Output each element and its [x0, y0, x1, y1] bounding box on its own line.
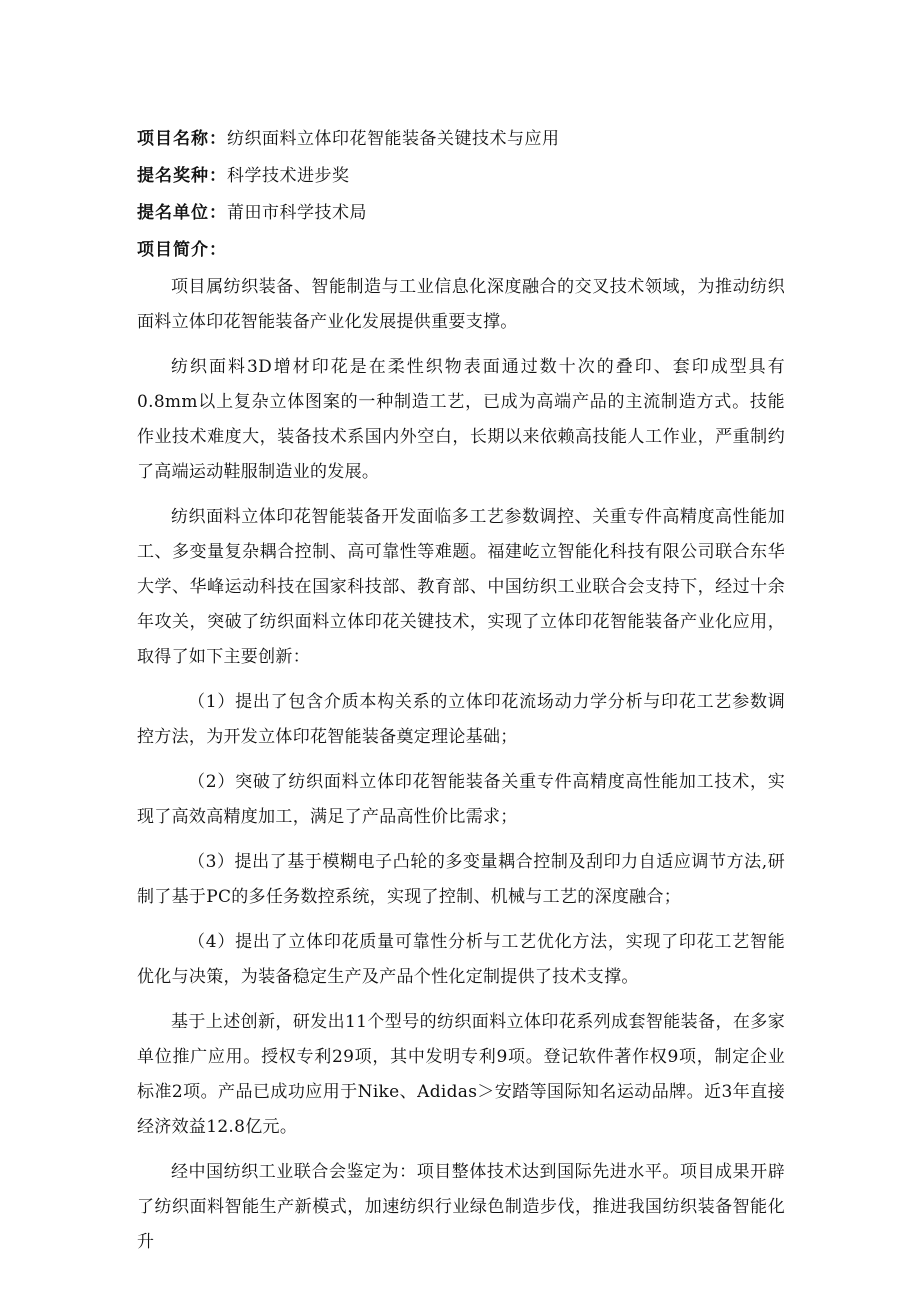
intro-paragraph-2: 纺织面料3D增材印花是在柔性织物表面通过数十次的叠印、套印成型具有0.8mm以上复杂立体图案的一种制造工艺，已成为高端产品的主流制造方式。技能作业技术难度大，装备技术系国内外空白，长期以来依赖高技能人工作业，严重制约了高端运动鞋服制造业的发展。 [137, 357, 785, 482]
nominating-unit-line [137, 196, 785, 231]
innovation-item-3: （3）提出了基于模糊电子凸轮的多变量耦合控制及刮印力自适应调节方法,研制了基于PC的多任务数控系统，实现了控制、机械与工艺的深度融合； [137, 852, 785, 907]
award-value: 科学技术进步奖 [227, 166, 350, 186]
innovation-item-1: （1）提出了包含介质本构关系的立体印花流场动力学分析与印花工艺参数调控方法，为开发立体印花智能装备奠定理论基础； [137, 692, 785, 747]
project-name-line [137, 122, 785, 157]
innovation-item-4: （4）提出了立体印花质量可靠性分析与工艺优化方法，实现了印花工艺智能优化与决策，为装备稳定生产及产品个性化定制提供了技术支撑。 [137, 932, 785, 987]
document-content [137, 122, 785, 1270]
award-label: 提名奖种： [137, 166, 227, 186]
innovation-item-2: （2）突破了纺织面料立体印花智能装备关重专件高精度高性能加工技术，实现了高效高精度加工，满足了产品高性价比需求； [137, 772, 785, 827]
project-name-value: 纺织面料立体印花智能装备关键技术与应用 [227, 129, 560, 149]
award-line [137, 159, 785, 194]
nominating-unit-value: 莆田市科学技术局 [227, 203, 367, 223]
intro-paragraph-1: 项目属纺织装备、智能制造与工业信息化深度融合的交叉技术领域，为推动纺织面料立体印花智能装备产业化发展提供重要支撑。 [137, 277, 785, 332]
project-intro-label: 项目简介： [137, 240, 227, 260]
nominating-unit-label: 提名单位： [137, 203, 227, 223]
project-name-label: 项目名称： [137, 129, 227, 149]
results-paragraph: 基于上述创新，研发出11个型号的纺织面料立体印花系列成套智能装备，在多家单位推广应用。授权专利29项，其中发明专利9项。登记软件著作权9项，制定企业标准2项。产品已成功应用于Nike、Adidas＞安踏等国际知名运动品牌。近3年直接经济效益12.8亿元。 [137, 1012, 785, 1137]
evaluation-paragraph: 经中国纺织工业联合会鉴定为：项目整体技术达到国际先进水平。项目成果开辟了纺织面料智能生产新模式，加速纺织行业绿色制造步伐，推进我国纺织装备智能化升 [137, 1162, 785, 1252]
intro-paragraph-3: 纺织面料立体印花智能装备开发面临多工艺参数调控、关重专件高精度高性能加工、多变量复杂耦合控制、高可靠性等难题。福建屹立智能化科技有限公司联合东华大学、华峰运动科技在国家科技部、教育部、中国纺织工业联合会支持下，经过十余年攻关，突破了纺织面料立体印花关键技术，实现了立体印花智能装备产业化应用，取得了如下主要创新： [137, 507, 785, 667]
